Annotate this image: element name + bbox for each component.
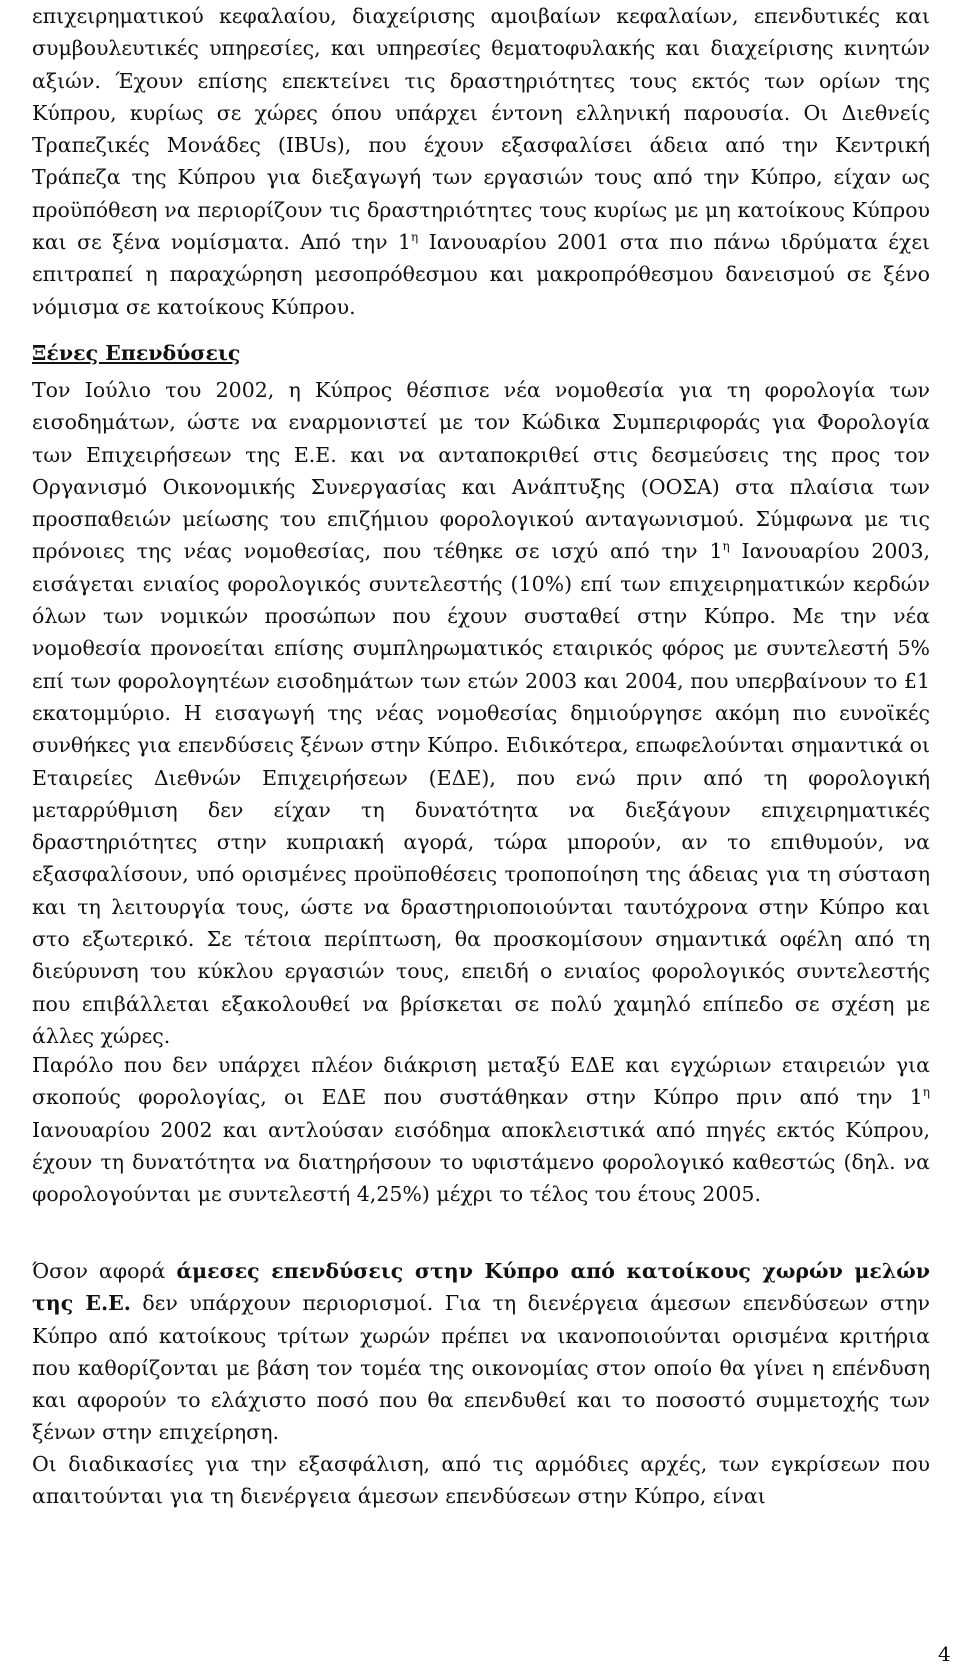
direct-text: δεν υπάρχουν περιορισμοί. Για τη διενέργεια άμεσων επενδύσεων στην Κύπρο από κατοίκους τρίτων χωρών πρέπει να ικανοποιούνται ορισμένα κριτήρια που καθορίζονται με βάση τον τομέα της οικονομίας στον οποίο θα γίνει η επένδυση και αφορούν το ελάχιστο ποσό που θα επενδυθεί και το ποσοστό συμμετοχής των ξένων στην επιχείρηση. — [32, 1291, 930, 1445]
page-number: 4 — [938, 1642, 951, 1666]
direct-investment-paragraph — [32, 1255, 930, 1449]
tax-paragraph — [32, 374, 930, 1052]
ede-text: Παρόλο που δεν υπάρχει πλέον διάκριση μεταξύ ΕΔΕ και εγχώριων εταιρειών για σκοπούς φορολογίας, οι ΕΔΕ που συστάθηκαν στην Κύπρο πριν από την 1 — [32, 1053, 930, 1110]
procedures-paragraph — [32, 1448, 930, 1513]
ordinal-superscript: η — [411, 230, 419, 245]
procedures-text: Οι διαδικασίες για την εξασφάλιση, από τις αρμόδιες αρχές, των εγκρίσεων που απαιτούνται για τη διενέργεια άμεσων επενδύσεων στην Κύπρο, είναι — [32, 1452, 930, 1509]
tax-text: Τον Ιούλιο του 2002, η Κύπρος θέσπισε νέα νομοθεσία για τη φορολογία των εισοδημάτων, ώστε να εναρμονιστεί με τον Κώδικα Συμπεριφοράς για Φορολογία των Επιχειρήσεων της Ε.Ε. και να ανταποκριθεί στις δεσμεύσεις της προς τον Οργανισμό Οικονομικής Συνεργασίας και Ανάπτυξης (ΟΟΣΑ) στα πλαίσια των προσπαθειών μείωσης του επιζήμιου φορολογικού ανταγωνισμού. Σύμφωνα με τις πρόνοιες της νέας νομοθεσίας, που τέθηκε σε ισχύ από την 1 — [32, 378, 930, 564]
intro-text: επιχειρηματικού κεφαλαίου, διαχείρισης αμοιβαίων κεφαλαίων, επενδυτικές και συμβουλευτικές υπηρεσίες, και υπηρεσίες θεματοφυλακής και διαχείρισης κινητών αξιών. Έχουν επίσης επεκτείνει τις δραστηριότητες τους εκτός των ορίων της Κύπρου, κυρίως σε χώρες όπου υπάρχει έντονη ελληνική παρουσία. Οι Διεθνείς Τραπεζικές Μονάδες (IBUs), που έχουν εξασφαλίσει άδεια από την Κεντρική Τράπεζα της Κύπρου για διεξαγωγή των εργασιών τους από την Κύπρο, είχαν ως προϋπόθεση να περιορίζουν τις δραστηριότητες τους κυρίως με μη κατοίκους Κύπρου και σε ξένα νομίσματα. Από την 1 — [32, 4, 930, 255]
section-heading: Ξένες Επενδύσεις — [32, 341, 241, 365]
ordinal-superscript: η — [722, 539, 730, 554]
ordinal-superscript: η — [922, 1085, 930, 1100]
intro-text-tail: Ιανουαρίου 2001 στα πιο πάνω ιδρύματα έχει επιτραπεί η παραχώρηση μεσοπρόθεσμου και μακροπρόθεσμου δανεισμού σε ξένο νόμισμα σε κατοίκους Κύπρου. — [32, 230, 930, 319]
ede-text-tail: Ιανουαρίου 2002 και αντλούσαν εισόδημα αποκλειστικά από πηγές εκτός Κύπρου, έχουν τη δυνατότητα να διατηρήσουν το υφιστάμενο φορολογικό καθεστώς (δηλ. να φορολογούνται με συντελεστή 4,25%) μέχρι το τέλος του έτους 2005. — [32, 1117, 930, 1207]
intro-paragraph — [32, 0, 930, 323]
bold-emphasis: άμεσες επενδύσεις στην Κύπρο από κατοίκους χωρών μελών της Ε.Ε. — [32, 1259, 930, 1316]
direct-text-lead: Όσον αφορά — [32, 1259, 177, 1283]
tax-text-tail: Ιανουαρίου 2003, εισάγεται ενιαίος φορολογικός συντελεστής (10%) επί των επιχειρηματικών κερδών όλων των νομικών προσώπων που έχουν συσταθεί στην Κύπρο. Με την νέα νομοθεσία προνοείται επίσης συμπληρωματικός εταιρικός φόρος με συντελεστή 5% επί των φορολογητέων εισοδημάτων των ετών 2003 και 2004, που υπερβαίνουν το £1 εκατομμύριο. Η εισαγωγή της νέας νομοθεσίας δημιούργησε ακόμη πιο ευνοϊκές συνθήκες για επενδύσεις ξένων στην Κύπρο. Ειδικότερα, επωφελούνται σημαντικά οι Εταιρείες Διεθνών Επιχειρήσεων (ΕΔΕ), που ενώ πριν από τη φορολογική μεταρρύθμιση δεν είχαν τη δυνατότητα να διεξάγουν επιχειρηματικές δραστηριότητες στην κυπριακή αγορά, τώρα μπορούν, αν το επιθυμούν, να εξασφαλίσουν, υπό ορισμένες προϋποθέσεις τροποποίηση της άδειας για τη σύσταση και τη λειτουργία τους, ώστε να δραστηριοποιούνται ταυτόχρονα στην Κύπρο και στο εξωτερικό. Σε τέτοια περίπτωση, θα προσκομίσουν σημαντικά οφέλη από τη διεύρυνση του κύκλου εργασιών τους, επειδή ο ενιαίος φορολογικός συντελεστής που επιβάλλεται εξακολουθεί να βρίσκεται σε πολύ χαμηλό επίπεδο σε σχέση με άλλες χώρες. — [32, 539, 931, 1048]
ede-paragraph — [32, 1049, 930, 1210]
